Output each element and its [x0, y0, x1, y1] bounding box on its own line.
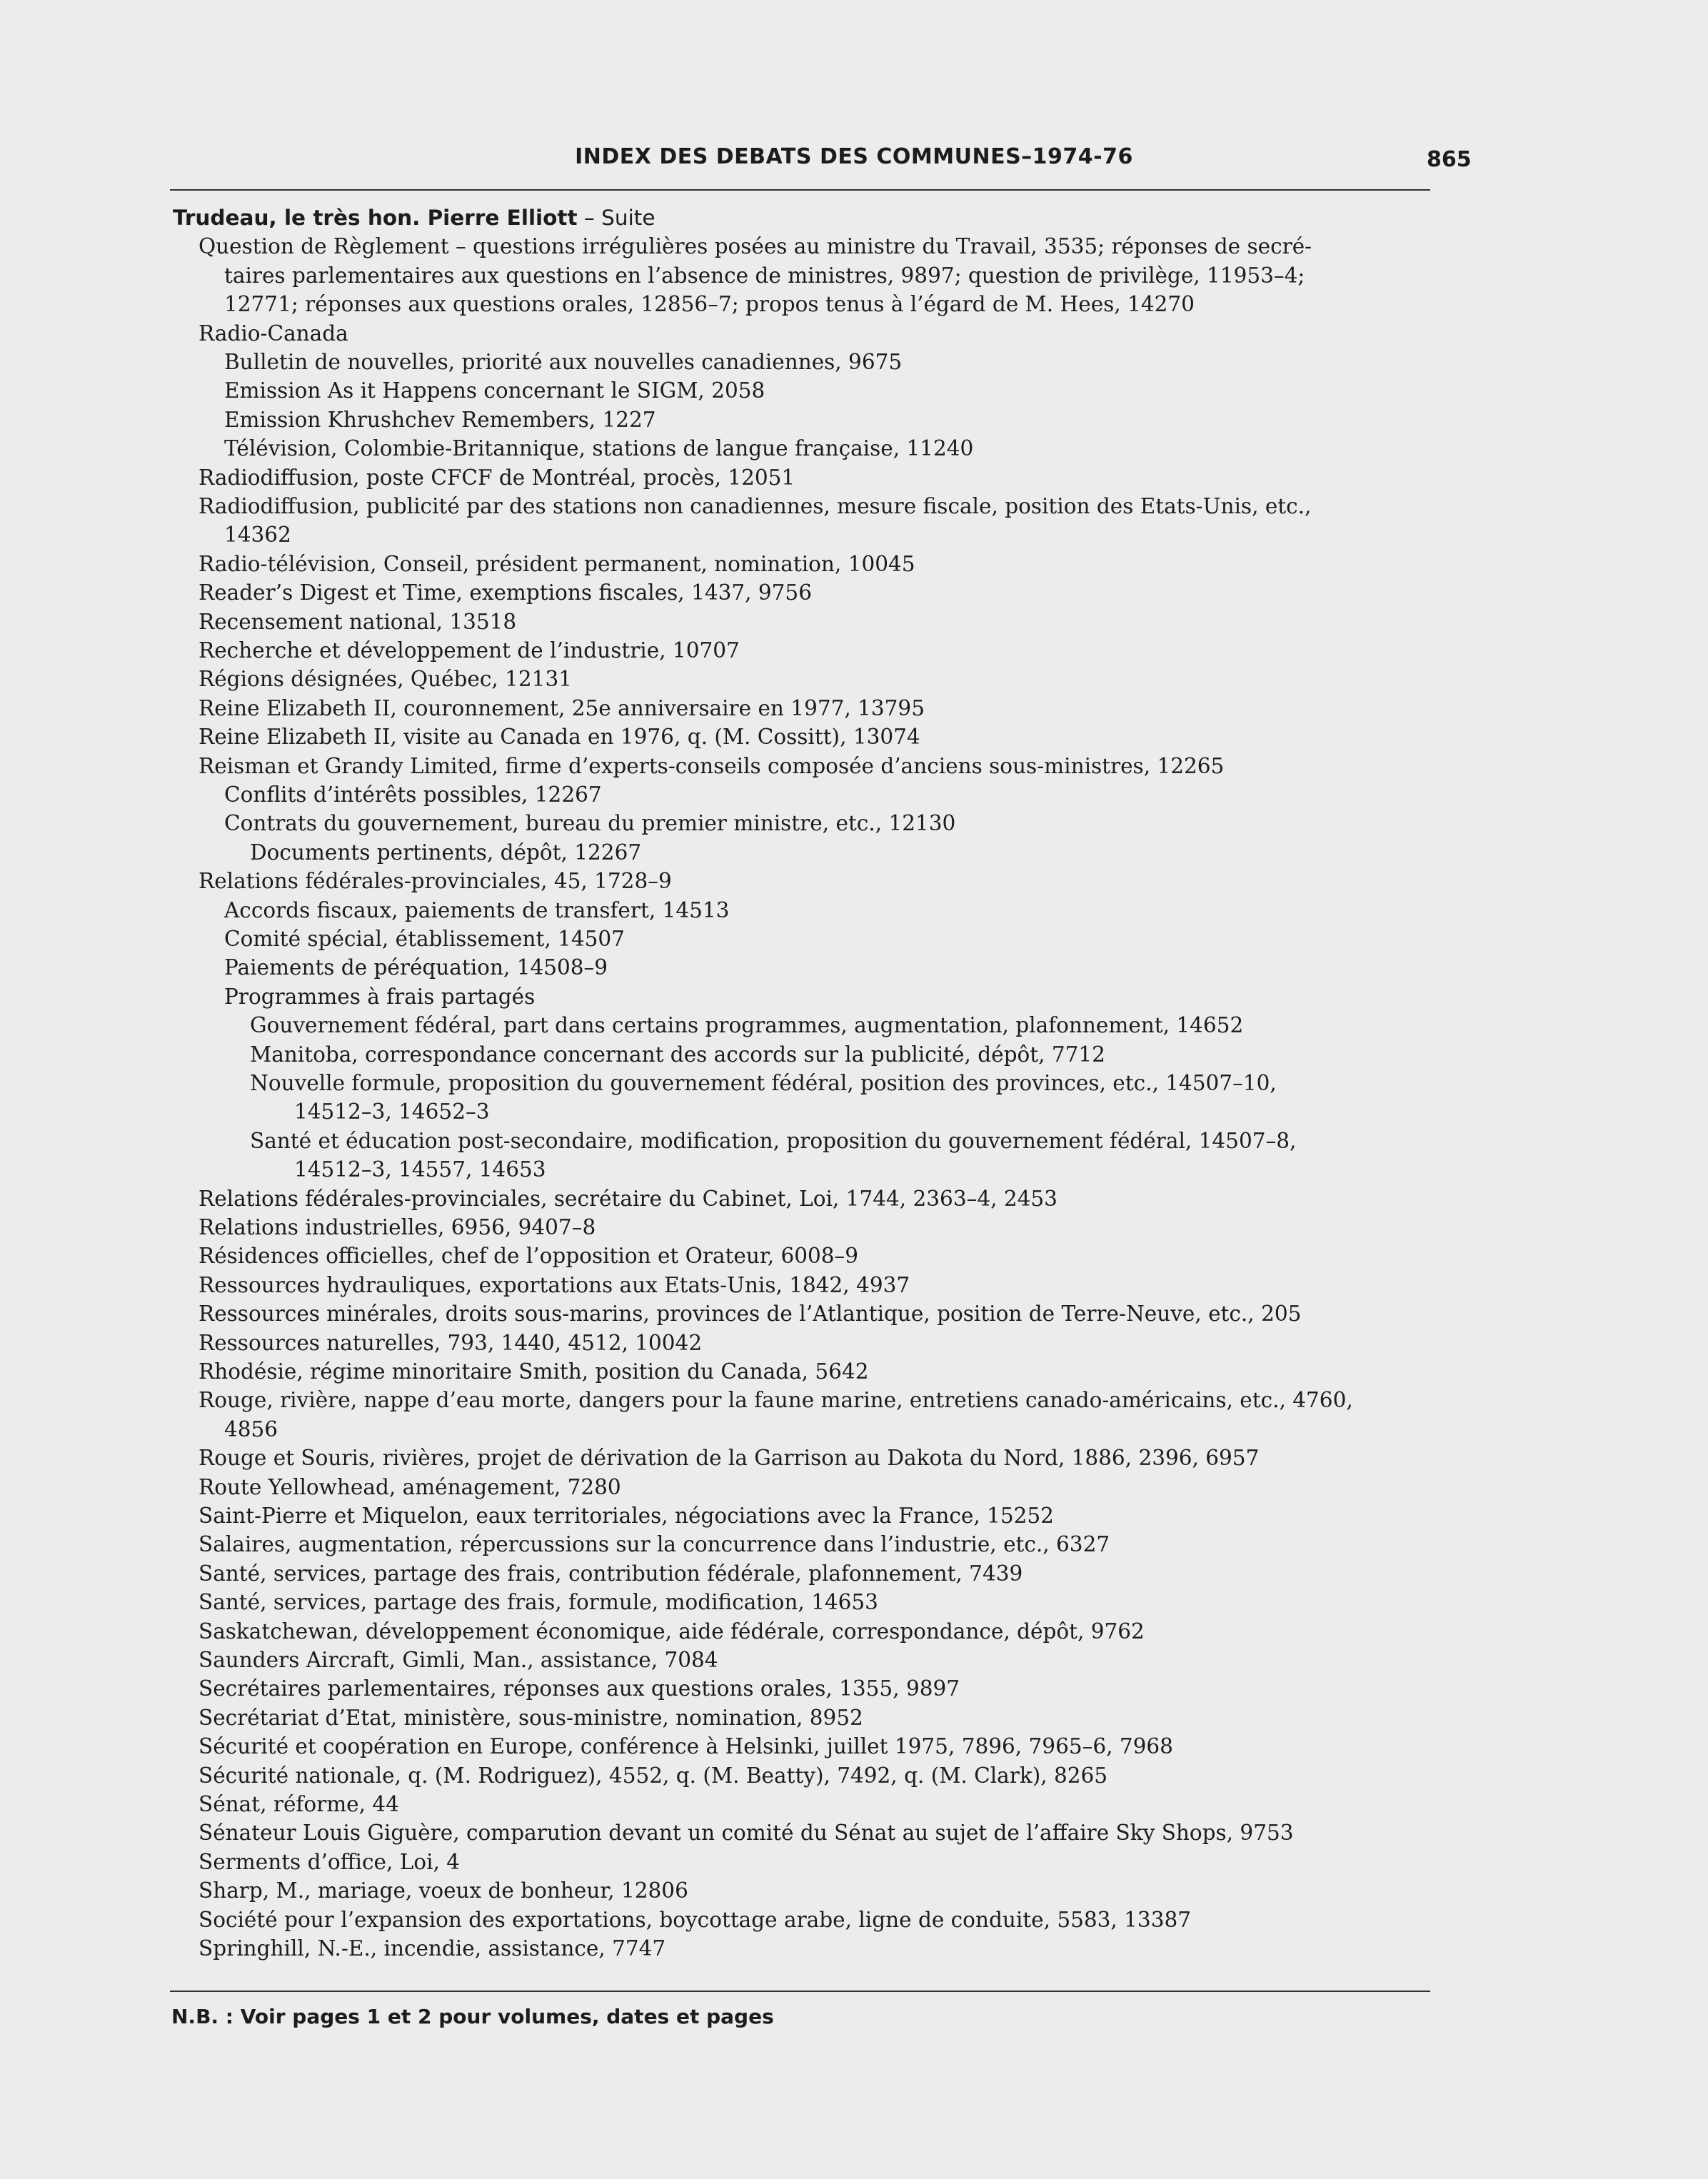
index-entry: taires parlementaires aux questions en l’absence de ministres, 9897; question de privilège, 11953–4;	[224, 263, 1305, 288]
index-entry: Question de Règlement – questions irrégulières posées au ministre du Travail, 3535; réponses de secré-	[199, 234, 1312, 259]
index-entry: Conflits d’intérêts possibles, 12267	[224, 782, 602, 807]
index-entry: Bulletin de nouvelles, priorité aux nouvelles canadiennes, 9675	[224, 350, 903, 374]
index-entry: Contrats du gouvernement, bureau du premier ministre, etc., 12130	[224, 811, 956, 836]
index-entry: 4856	[224, 1416, 278, 1441]
index-entry: Ressources naturelles, 793, 1440, 4512, 10042	[199, 1330, 703, 1355]
index-entry: Ressources hydrauliques, exportations aux Etats-Unis, 1842, 4937	[199, 1272, 910, 1297]
index-entry: Saint-Pierre et Miquelon, eaux territoriales, négociations avec la France, 15252	[199, 1504, 1054, 1528]
index-entry: Sénat, réforme, 44	[199, 1792, 399, 1816]
index-entry: Recensement national, 13518	[199, 609, 517, 634]
index-entry: Gouvernement fédéral, part dans certains programmes, augmentation, plafonnement, 14652	[250, 1013, 1244, 1038]
index-entry: Reine Elizabeth II, couronnement, 25e anniversaire en 1977, 13795	[199, 695, 925, 720]
index-entry: Sharp, M., mariage, voeux de bonheur, 12806	[199, 1878, 688, 1903]
index-entry: Santé, services, partage des frais, formule, modification, 14653	[199, 1590, 878, 1615]
index-entry: Sénateur Louis Giguère, comparution devant un comité du Sénat au sujet de l’affaire Sky Shops, 9753	[199, 1821, 1294, 1846]
index-entry: Programmes à frais partagés	[224, 984, 536, 1009]
index-entry: Serments d’office, Loi, 4	[199, 1849, 461, 1874]
index-entry: Radiodiffusion, publicité par des stations non canadiennes, mesure fiscale, position des Etats-Unis, etc.,	[199, 494, 1312, 518]
index-heading-suffix: – Suite	[577, 206, 655, 230]
index-entry: Route Yellowhead, aménagement, 7280	[199, 1474, 621, 1499]
index-entry: Radio-Canada	[199, 321, 348, 346]
index-entry: Reader’s Digest et Time, exemptions fiscales, 1437, 9756	[199, 580, 812, 605]
index-entry: Radio-télévision, Conseil, président permanent, nomination, 10045	[199, 551, 915, 576]
index-entry: Saskatchewan, développement économique, aide fédérale, correspondance, dépôt, 9762	[199, 1619, 1145, 1644]
index-entry: Reisman et Grandy Limited, firme d’experts-conseils composée d’anciens sous-ministres, 12265	[199, 753, 1225, 778]
index-entry: Emission Khrushchev Remembers, 1227	[224, 407, 656, 432]
index-entry: Relations industrielles, 6956, 9407–8	[199, 1215, 596, 1239]
header-rule	[170, 189, 1430, 191]
index-heading-name: Trudeau, le très hon. Pierre Elliott	[173, 206, 578, 230]
index-entry: Rouge et Souris, rivières, projet de dérivation de la Garrison au Dakota du Nord, 1886, 2396, 6957	[199, 1446, 1260, 1471]
index-entry: Secrétariat d’Etat, ministère, sous-ministre, nomination, 8952	[199, 1705, 863, 1730]
index-entry: Accords fiscaux, paiements de transfert, 14513	[224, 897, 730, 922]
index-entry: Relations fédérales-provinciales, secrétaire du Cabinet, Loi, 1744, 2363–4, 2453	[199, 1186, 1058, 1211]
index-entry: 14512–3, 14652–3	[294, 1099, 490, 1124]
index-entry: Ressources minérales, droits sous-marins, provinces de l’Atlantique, position de Terre-Neuve, etc., 205	[199, 1302, 1302, 1327]
page-header-title: INDEX DES DEBATS DES COMMUNES–1974-76	[575, 144, 1133, 169]
index-entry: Recherche et développement de l’industrie, 10707	[199, 638, 740, 663]
index-entry: 14362	[224, 523, 291, 548]
index-entry: Emission As it Happens concernant le SIGM, 2058	[224, 378, 765, 403]
index-entry: Résidences officielles, chef de l’opposition et Orateur, 6008–9	[199, 1244, 859, 1269]
index-entry: Paiements de péréquation, 14508–9	[224, 955, 608, 980]
index-entry: 12771; réponses aux questions orales, 12856–7; propos tenus à l’égard de M. Hees, 14270	[224, 292, 1195, 317]
index-entry: Santé et éducation post-secondaire, modification, proposition du gouvernement fédéral, 14507–8,	[250, 1128, 1297, 1153]
index-entry: Comité spécial, établissement, 14507	[224, 927, 625, 951]
footnote: N.B. : Voir pages 1 et 2 pour volumes, dates et pages	[171, 2005, 774, 2028]
index-entry: Régions désignées, Québec, 12131	[199, 667, 572, 692]
index-entry: Nouvelle formule, proposition du gouvernement fédéral, position des provinces, etc., 14507–10,	[250, 1071, 1277, 1095]
index-entry: 14512–3, 14557, 14653	[294, 1157, 546, 1182]
index-entry: Sécurité et coopération en Europe, conférence à Helsinki, juillet 1975, 7896, 7965–6, 7968	[199, 1734, 1173, 1759]
index-heading	[173, 203, 655, 232]
index-entry: Relations fédérales-provinciales, 45, 1728–9	[199, 869, 672, 894]
footer-rule	[170, 1991, 1430, 1992]
index-entry: Rhodésie, régime minoritaire Smith, position du Canada, 5642	[199, 1359, 869, 1384]
index-entry: Reine Elizabeth II, visite au Canada en 1976, q. (M. Cossitt), 13074	[199, 725, 920, 750]
index-entry: Télévision, Colombie-Britannique, stations de langue française, 11240	[224, 436, 974, 461]
index-entry: Rouge, rivière, nappe d’eau morte, dangers pour la faune marine, entretiens canado-américains, etc., 4760,	[199, 1388, 1353, 1413]
index-entry: Secrétaires parlementaires, réponses aux questions orales, 1355, 9897	[199, 1676, 960, 1701]
index-entry: Sécurité nationale, q. (M. Rodriguez), 4552, q. (M. Beatty), 7492, q. (M. Clark), 8265	[199, 1763, 1108, 1788]
index-entry: Salaires, augmentation, répercussions sur la concurrence dans l’industrie, etc., 6327	[199, 1532, 1110, 1557]
page-number: 865	[1427, 147, 1472, 172]
index-entry: Saunders Aircraft, Gimli, Man., assistance, 7084	[199, 1648, 718, 1672]
index-entry: Documents pertinents, dépôt, 12267	[250, 840, 642, 865]
index-entry: Springhill, N.-E., incendie, assistance, 7747	[199, 1936, 666, 1961]
index-entry: Radiodiffusion, poste CFCF de Montréal, procès, 12051	[199, 465, 795, 490]
index-entry: Société pour l’expansion des exportations, boycottage arabe, ligne de conduite, 5583, 13387	[199, 1907, 1192, 1932]
index-entry: Santé, services, partage des frais, contribution fédérale, plafonnement, 7439	[199, 1561, 1023, 1586]
index-entry: Manitoba, correspondance concernant des accords sur la publicité, dépôt, 7712	[250, 1042, 1105, 1067]
